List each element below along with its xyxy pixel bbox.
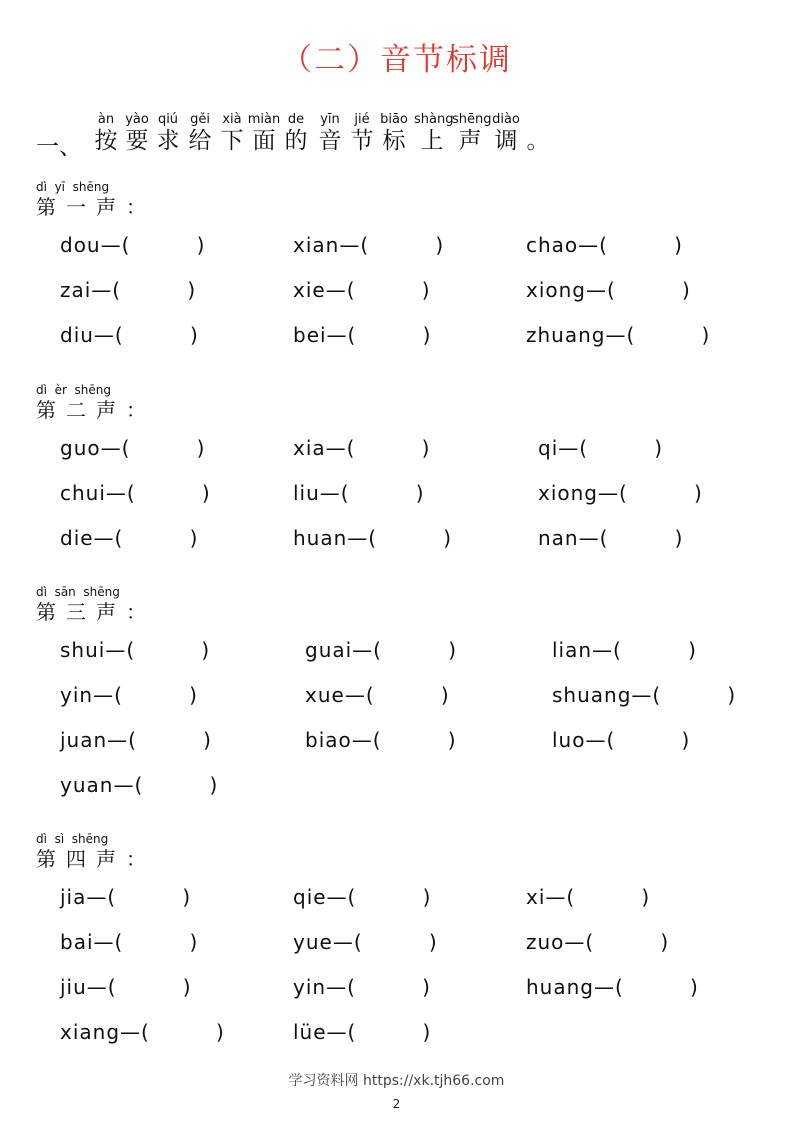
footer-source: 学习资料网 https://xk.tjh66.com [288,1073,505,1089]
syllable-answer-item: jia—( ) [60,885,192,909]
syllable-answer-item: yuan—( ) [60,773,219,797]
syllable-answer-item: jiu—( ) [60,975,192,999]
syllable-answer-item: chao—( ) [526,233,683,257]
syllable-answer-item: lüe—( ) [293,1020,432,1044]
instruction-pinyin [520,112,556,128]
instruction-pinyin: biāo [380,112,408,127]
instruction-hanzi: 的 [284,128,308,154]
syllable-answer-item: lian—( ) [552,638,697,662]
syllable-answer-item: chui—( ) [60,481,211,505]
tone-heading-pinyin: dì yī shēng [36,180,110,194]
instruction-pinyin: de [287,112,305,127]
instruction-pinyin: shēng [452,112,492,127]
instruction-char [414,112,454,154]
tone-section-heading [36,832,156,870]
instruction-char [214,112,250,154]
syllable-answer-item: dou—( ) [60,233,206,257]
instruction-char [452,112,492,154]
syllable-answer-item: xiong—( ) [538,481,703,505]
syllable-answer-item: biao—( ) [305,728,457,752]
syllable-answer-item: huan—( ) [293,526,453,550]
syllable-answer-item: zuo—( ) [526,930,670,954]
tone-heading-label: 第二声： [36,398,156,422]
syllable-answer-item: yin—( ) [293,975,431,999]
syllable-answer-item: juan—( ) [60,728,212,752]
instruction-char [376,112,412,154]
syllable-answer-item: xiong—( ) [526,278,691,302]
syllable-answer-item: shuang—( ) [552,683,737,707]
syllable-answer-item: xie—( ) [293,278,431,302]
instruction-pinyin: yào [125,112,149,127]
syllable-answer-item: xiang—( ) [60,1020,225,1044]
tone-section-heading [36,585,156,623]
syllable-answer-item: luo—( ) [552,728,691,752]
tone-heading-pinyin: dì sì shēng [36,832,109,846]
instruction-hanzi: 上 [420,128,444,154]
instruction-char [278,112,314,154]
syllable-answer-item: zai—( ) [60,278,197,302]
syllable-answer-item: bai—( ) [60,930,199,954]
syllable-answer-item: guai—( ) [305,638,458,662]
instruction-char [488,112,524,154]
instruction-number: 一、 [36,134,82,160]
instruction-pinyin: diào [492,112,520,127]
syllable-answer-item: xia—( ) [293,436,431,460]
instruction-char [520,112,556,154]
syllable-answer-item: yin—( ) [60,683,198,707]
syllable-answer-item: xue—( ) [305,683,450,707]
syllable-answer-item: yue—( ) [293,930,438,954]
instruction-pinyin: gěi [190,112,210,127]
syllable-answer-item: shui—( ) [60,638,211,662]
instruction-char [150,112,186,154]
syllable-answer-item: die—( ) [60,526,199,550]
instruction-hanzi: 调 [494,128,518,154]
instruction-hanzi: 标 [382,128,406,154]
instruction-char [344,112,380,154]
instruction-pinyin: jié [354,112,370,127]
syllable-answer-item: bei—( ) [293,323,432,347]
instruction-hanzi: 面 [252,128,276,154]
syllable-answer-item: xi—( ) [526,885,651,909]
instruction-hanzi: 节 [350,128,374,154]
syllable-answer-item: xian—( ) [293,233,445,257]
instruction-hanzi: 音 [318,128,342,154]
instruction-pinyin: àn [97,112,115,127]
tone-section-heading [36,180,156,218]
instruction-pinyin: yīn [320,112,340,127]
syllable-answer-item: huang—( ) [526,975,699,999]
instruction-char [182,112,218,154]
syllable-answer-item: diu—( ) [60,323,199,347]
syllable-answer-item: zhuang—( ) [526,323,711,347]
instruction-pinyin: xià [222,112,242,127]
tone-heading-label: 第三声： [36,600,156,624]
instruction-pinyin: miàn [247,112,281,127]
instruction-char [312,112,348,154]
syllable-answer-item: nan—( ) [538,526,684,550]
tone-heading-pinyin: dì sān shēng [36,585,120,599]
tone-heading-label: 第一声： [36,195,156,219]
instruction-hanzi: 要 [125,128,149,154]
tone-heading-label: 第四声： [36,847,156,871]
instruction-hanzi: 声 [458,128,482,154]
instruction-hanzi: 求 [156,128,180,154]
instruction-hanzi: 下 [220,128,244,154]
tone-heading-pinyin: dì èr shēng [36,383,111,397]
syllable-answer-item: qi—( ) [538,436,664,460]
instruction-hanzi: 。 [526,128,550,154]
page-number: 2 [392,1097,401,1111]
instruction-pinyin: shàng [414,112,454,127]
syllable-answer-item: qie—( ) [293,885,432,909]
instruction-pinyin: qiú [157,112,179,127]
syllable-answer-item: liu—( ) [293,481,425,505]
instruction-hanzi: 给 [188,128,212,154]
instruction-char [246,112,282,154]
tone-section-heading [36,383,156,421]
page-title: （二）音节标调 [281,42,512,78]
instruction-hanzi: 按 [94,128,118,154]
syllable-answer-item: guo—( ) [60,436,206,460]
